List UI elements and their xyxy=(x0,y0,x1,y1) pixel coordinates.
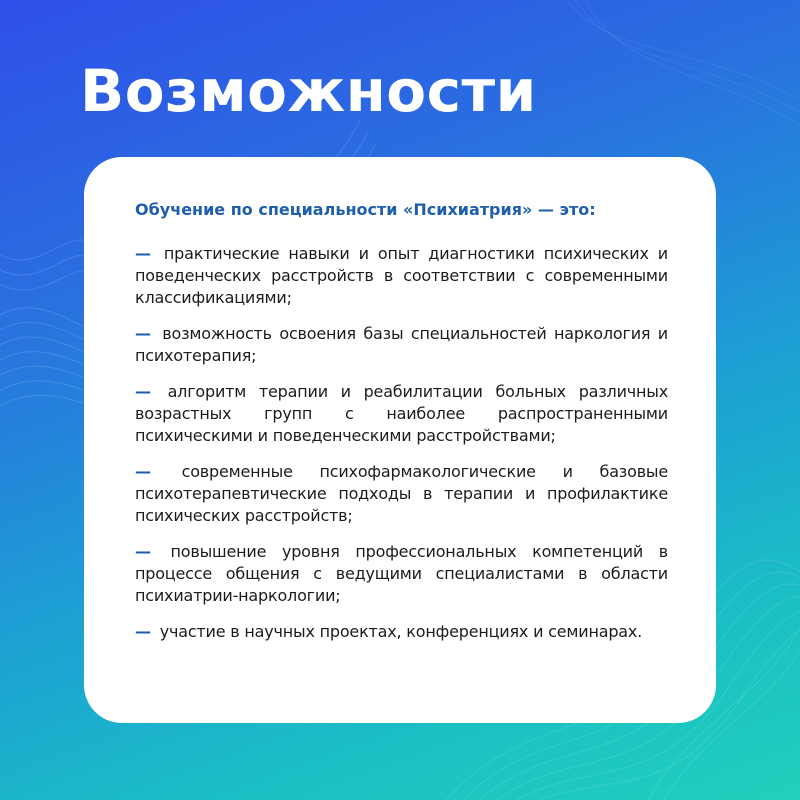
dash-marker: — xyxy=(135,324,151,343)
list-item xyxy=(135,243,668,309)
card-intro: Обучение по специальности «Психиатрия» — это: xyxy=(135,200,596,219)
dash-marker: — xyxy=(135,542,151,561)
dash-marker: — xyxy=(135,462,151,481)
list-item-text: практические навыки и опыт диагностики психических и поведенческих расстройств в соответствии с современными классификациями; xyxy=(135,244,668,307)
list-item-text: возможность освоения базы специальностей наркология и психотерапия; xyxy=(135,324,668,365)
list-item-text: алгоритм терапии и реабилитации больных различных возрастных групп с наиболее распространенными психическими и поведенческими расстройствами; xyxy=(135,382,669,445)
list-item-text: повышение уровня профессиональных компетенций в процессе общения с ведущими специалистами в области психиатрии-наркологии; xyxy=(135,542,668,605)
dash-marker: — xyxy=(135,244,151,263)
list-item xyxy=(135,621,668,643)
dash-marker: — xyxy=(135,382,151,401)
feature-list xyxy=(135,243,668,643)
list-item xyxy=(135,381,668,447)
content-card xyxy=(84,157,716,723)
list-item xyxy=(135,541,668,607)
dash-marker: — xyxy=(135,622,151,641)
list-item-text: участие в научных проектах, конференциях и семинарах. xyxy=(159,622,643,641)
page-title: Возможности xyxy=(80,57,537,125)
list-item xyxy=(135,323,668,367)
list-item-text: современные психофармакологические и базовые психотерапевтические подходы в терапии и профилактике психических расстройств; xyxy=(135,462,669,525)
list-item xyxy=(135,461,668,527)
